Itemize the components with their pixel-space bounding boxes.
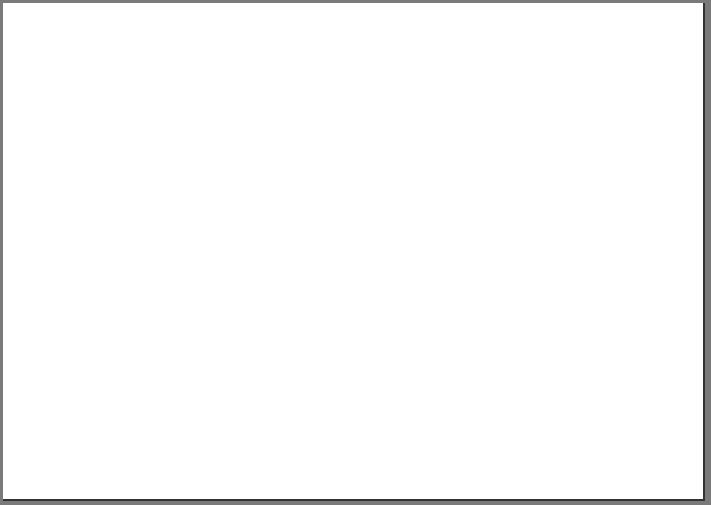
report-page <box>3 3 705 501</box>
